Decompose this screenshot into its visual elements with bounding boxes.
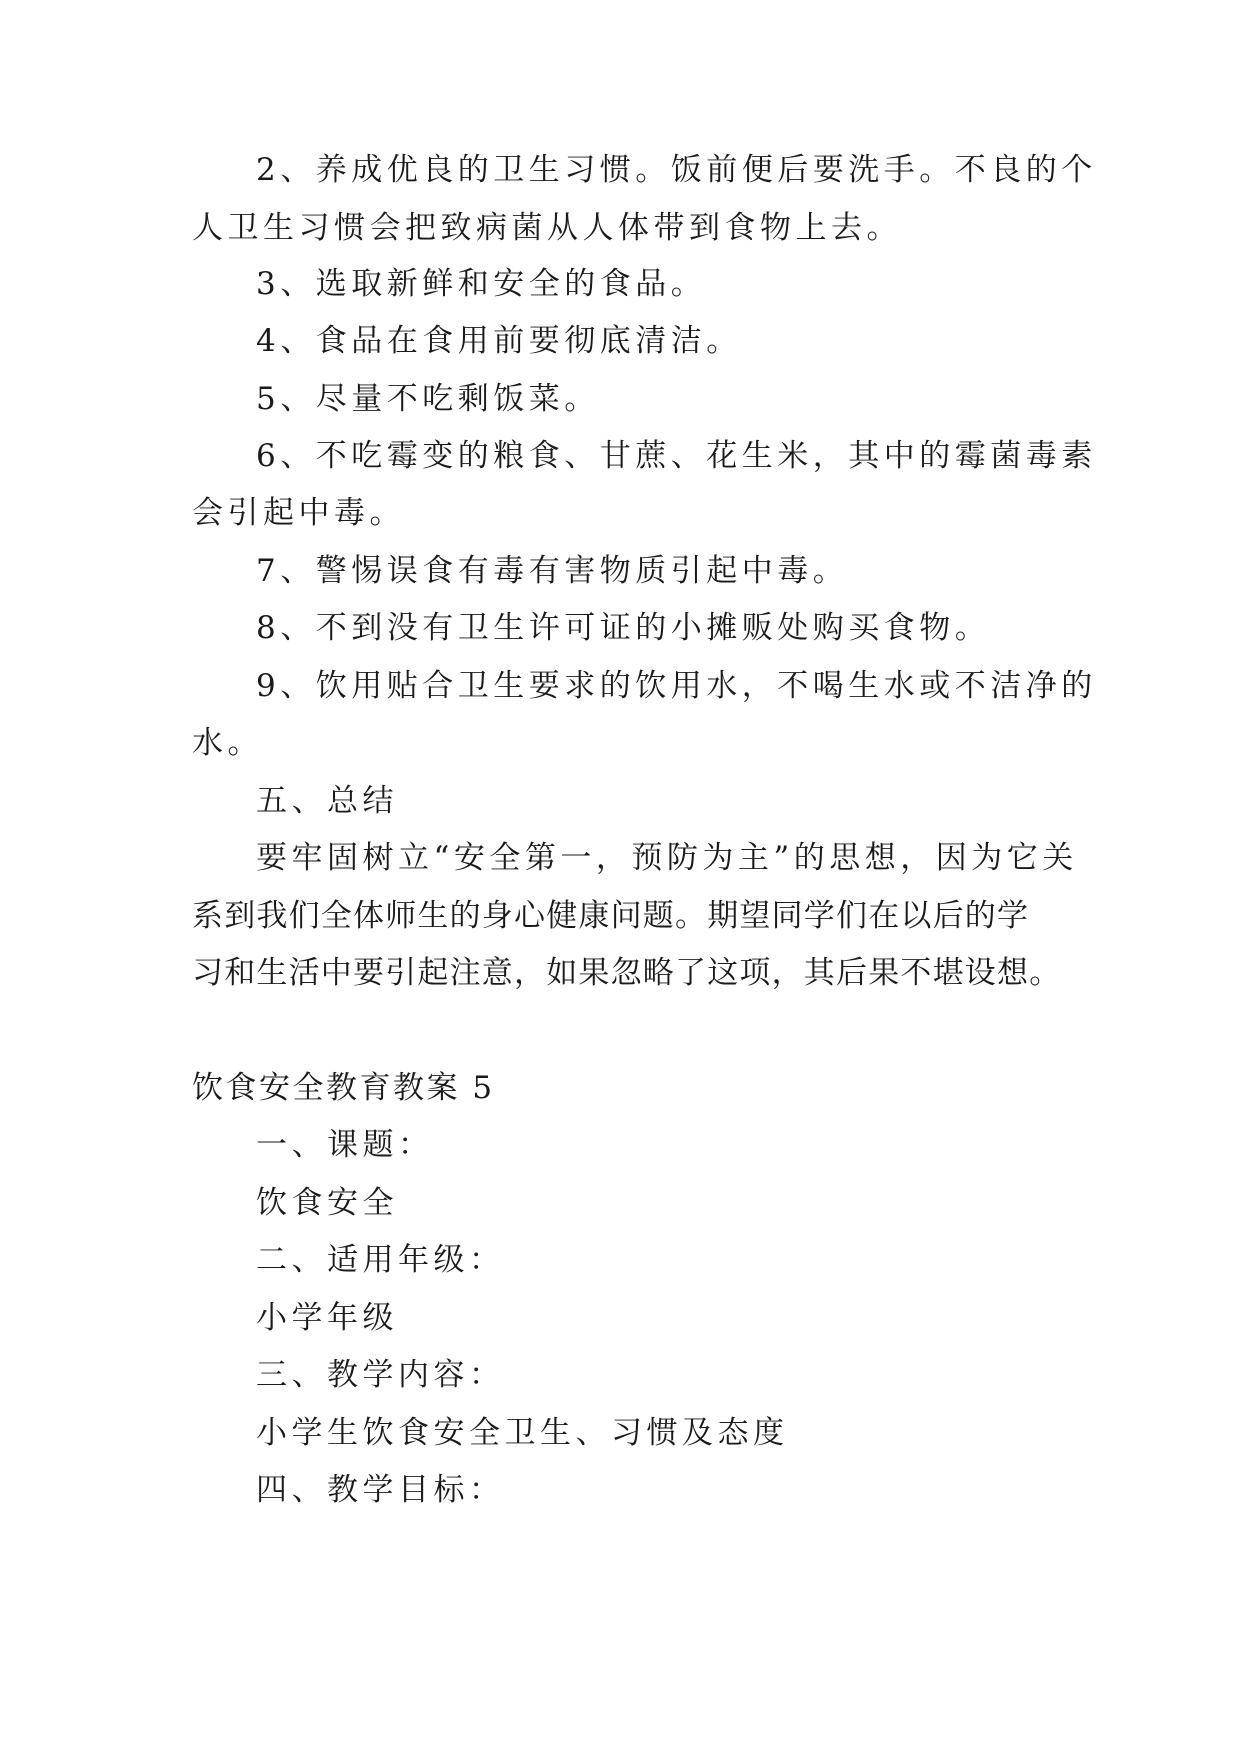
content-value: 小学生饮食安全卫生、习惯及态度: [256, 1415, 789, 1451]
topic-heading: 一、课题：: [256, 1127, 434, 1163]
item-6-line-2: 会引起中毒。: [192, 495, 405, 531]
topic-value: 饮食安全: [256, 1185, 398, 1221]
item-3: 3、选取新鲜和安全的食品。: [256, 266, 707, 302]
grade-heading: 二、适用年级：: [256, 1242, 505, 1278]
item-5: 5、尽量不吃剩饭菜。: [256, 381, 600, 417]
goal-heading: 四、教学目标：: [256, 1472, 505, 1508]
section-heading-summary: 五、总结: [256, 783, 398, 819]
content-heading: 三、教学内容：: [256, 1357, 505, 1393]
grade-value: 小学年级: [256, 1300, 398, 1336]
lesson-plan-title: 饮食安全教育教案 5: [192, 1070, 495, 1106]
item-9-line-2: 水。: [192, 725, 263, 761]
item-2-line-1: 2、养成优良的卫生习惯。饭前便后要洗手。不良的个: [256, 152, 1097, 188]
item-4: 4、食品在食用前要彻底清洁。: [256, 323, 742, 359]
item-6-line-1: 6、不吃霉变的粮食、甘蔗、花生米，其中的霉菌毒素: [256, 438, 1097, 474]
summary-line-3: 习和生活中要引起注意，如果忽略了这项，其后果不堪设想。: [192, 955, 1062, 991]
item-9-line-1: 9、饮用贴合卫生要求的饮用水，不喝生水或不洁净的: [256, 668, 1097, 704]
item-2-line-2: 人卫生习惯会把致病菌从人体带到食物上去。: [192, 210, 902, 246]
summary-line-1: 要牢固树立“安全第一，预防为主”的思想，因为它关: [256, 840, 1078, 876]
summary-line-2: 系到我们全体师生的身心健康问题。期望同学们在以后的学: [192, 898, 1030, 934]
item-7: 7、警惕误食有毒有害物质引起中毒。: [256, 553, 849, 589]
item-8: 8、不到没有卫生许可证的小摊贩处购买食物。: [256, 610, 991, 646]
